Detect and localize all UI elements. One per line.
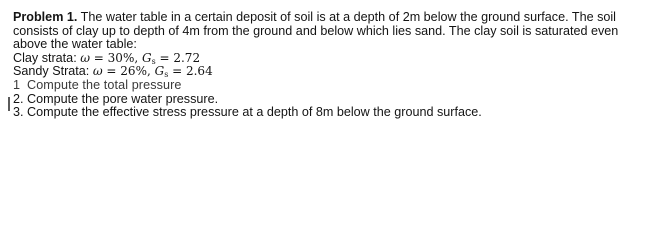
task-text: Compute the effective stress pressure at a depth of 8m below the ground surface. <box>27 105 482 120</box>
clay-gs-value: = 2.72 <box>155 50 201 65</box>
task-number: 3. <box>13 105 24 120</box>
task-list <box>13 79 653 120</box>
omega-symbol: ω <box>92 64 103 79</box>
sandy-strata-line <box>13 65 653 79</box>
task-text: Compute the total pressure <box>27 77 182 92</box>
task-number: 1 <box>13 77 21 92</box>
clay-strata-label: Clay strata: <box>13 50 81 65</box>
problem-statement <box>13 11 653 52</box>
clay-strata-line <box>13 52 653 66</box>
clay-strata-params <box>80 51 200 65</box>
sandy-strata-label: Sandy Strata: <box>13 64 93 79</box>
gs-subscript: s <box>151 56 156 66</box>
sandy-strata-params <box>93 64 213 78</box>
gs-symbol: G <box>154 64 165 79</box>
task-item-1 <box>13 79 653 93</box>
omega-symbol: ω <box>80 50 90 65</box>
gs-subscript: s <box>164 70 169 80</box>
sandy-omega-value: = 26%, <box>102 64 155 79</box>
problem-text: The water table in a certain deposit of soil is at a depth of 2m below the ground surface. The soil consists of clay up to depth of 4m from the ground and below which lies sand. The clay soil is saturated even above the water table: <box>13 10 619 52</box>
gs-symbol: G <box>141 50 152 65</box>
sandy-gs-value: = 2.64 <box>168 64 213 79</box>
task-number: 2. <box>13 91 24 106</box>
task-item-2 <box>13 93 653 107</box>
clay-omega-value: = 30%, <box>89 50 142 65</box>
task-text: Compute the pore water pressure. <box>27 91 219 106</box>
task-item-3 <box>13 106 653 120</box>
problem-title: Problem 1. <box>13 10 78 24</box>
edit-gutter-bar <box>8 97 10 111</box>
